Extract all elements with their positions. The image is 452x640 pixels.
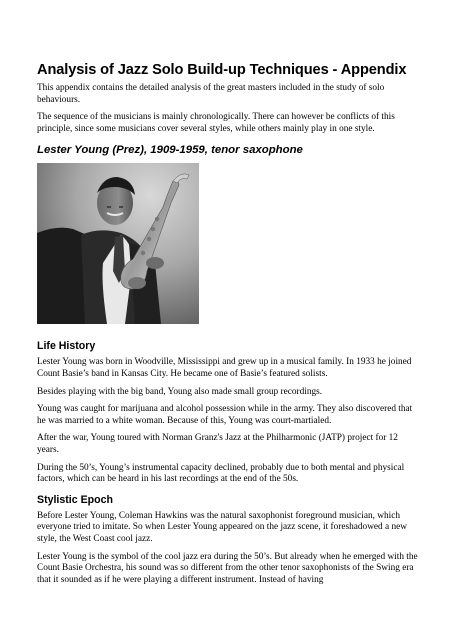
life-history-paragraph: Besides playing with the big band, Young also made small group recordings. — [37, 386, 323, 397]
life-history-paragraph: Young was caught for marijuana and alcohol possession while in the army. They also discovered that he was married to a white woman. Because of this, Young was court-martialed. — [37, 404, 413, 426]
life-history-paragraph: After the war, Young toured with Norman Granz's Jazz at the Philharmonic (JATP) project for 12 years. — [37, 433, 398, 455]
section-heading: Lester Young (Prez), 1909-1959, tenor saxophone — [37, 144, 303, 157]
life-history-heading: Life History — [37, 340, 96, 353]
intro-paragraph: The sequence of the musicians is mainly chronologically. There can however be conflicts of this principle, since some musicians cover several styles, while others mainly play in one style. — [37, 112, 395, 134]
life-history-paragraph: During the 50’s, Young’s instrumental capacity declined, probably due to both mental and physical factors, which can be heard in his last recordings at the end of the 50s. — [37, 462, 405, 485]
stylistic-epoch-paragraph: Before Lester Young, Coleman Hawkins was the natural saxophonist foreground musician, which everyone tried to imitate. So when Lester Young appeared on the jazz scene, it foreshadowed a new style, the West Coast cool jazz. — [37, 510, 407, 544]
life-history-paragraph: Lester Young was born in Woodville, Mississippi and grew up in a musical family. In 1933 he joined Count Basie’s band in Kansas City. He became one of Basie’s featured solists. — [37, 357, 412, 379]
page-title: Analysis of Jazz Solo Build-up Techniques - Appendix — [37, 62, 407, 78]
musician-photo — [37, 163, 199, 324]
intro-paragraph: This appendix contains the detailed analysis of the great masters included in the study of solo behaviours. — [37, 83, 385, 105]
stylistic-epoch-heading: Stylistic Epoch — [37, 493, 113, 506]
stylistic-epoch-paragraph: Lester Young is the symbol of the cool jazz era during the 50’s. But already when he emerged with the Count Basie Orchestra, his sound was so different from the other tenor saxophonists of the Swing era that it sounded as if he were playing a different instrument. Instead of having — [37, 551, 418, 585]
document-content — [37, 62, 422, 592]
